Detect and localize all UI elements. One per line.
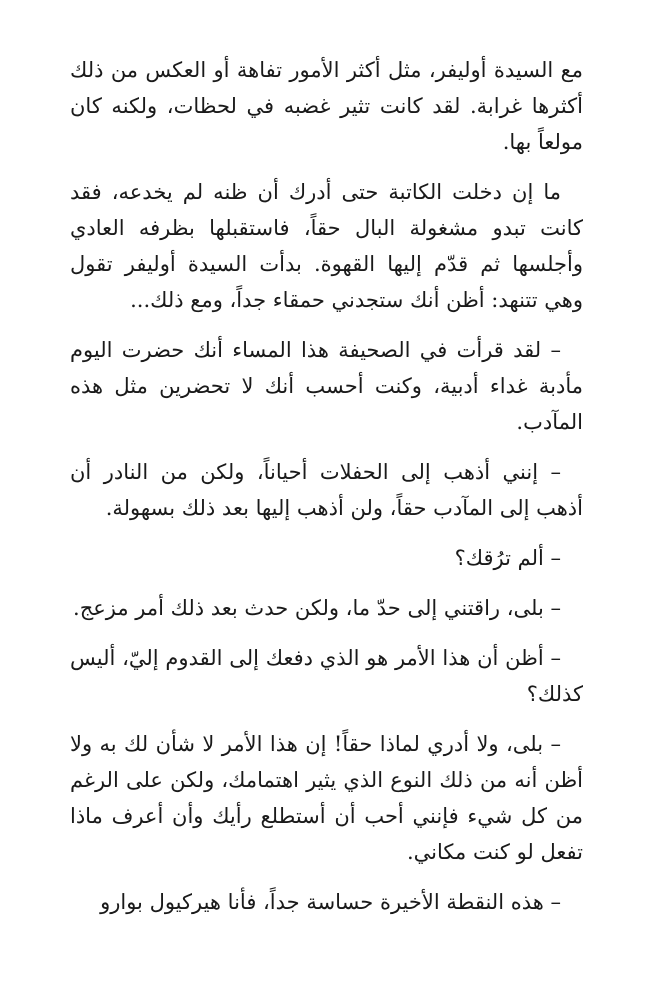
dialogue-line-6: – بلى، ولا أدري لماذا حقاً! إن هذا الأمر لا شأن لك به ولا أظن أنه من ذلك النوع الذي يثير اهتمامك، ولكن على الرغم من كل شيء فإنني أحب أن أستطلع رأيك وأن أعرف ماذا تفعل لو كنت مكاني. xyxy=(70,732,583,864)
dialogue-line-5: – أظن أن هذا الأمر هو الذي دفعك إلى القدوم إليّ، أليس كذلك؟ xyxy=(70,646,583,706)
dialogue-line-7: – هذه النقطة الأخيرة حساسة جداً، فأنا هيركيول بوارو xyxy=(100,890,561,914)
dialogue-line-1: – لقد قرأت في الصحيفة هذا المساء أنك حضرت اليوم مأدبة غداء أدبية، وكنت أحسب أنك لا تحضرين مثل هذه المآدب. xyxy=(70,338,583,434)
dialogue-line-4: – بلى، راقتني إلى حدّ ما، ولكن حدث بعد ذلك أمر مزعج. xyxy=(73,596,561,620)
dialogue-line-3: – ألم ترُقك؟ xyxy=(454,546,561,570)
paragraph-1: مع السيدة أوليفر، مثل أكثر الأمور تفاهة أو العكس من ذلك أكثرها غرابة. لقد كانت تثير غضبه في لحظات، ولكنه كان مولعاً بها. xyxy=(70,58,583,154)
paragraph-2: ما إن دخلت الكاتبة حتى أدرك أن ظنه لم يخدعه، فقد كانت تبدو مشغولة البال حقاً، فاستقبلها بظرفه العادي وأجلسها ثم قدّم إليها القهوة. بدأت السيدة أوليفر تقول وهي تتنهد: أظن أنك ستجدني حمقاء جداً، ومع ذلك... xyxy=(70,180,583,312)
dialogue-line-2: – إنني أذهب إلى الحفلات أحياناً، ولكن من النادر أن أذهب إلى المآدب حقاً، ولن أذهب إليها بعد ذلك بسهولة. xyxy=(70,460,583,520)
book-page-text xyxy=(70,52,583,934)
